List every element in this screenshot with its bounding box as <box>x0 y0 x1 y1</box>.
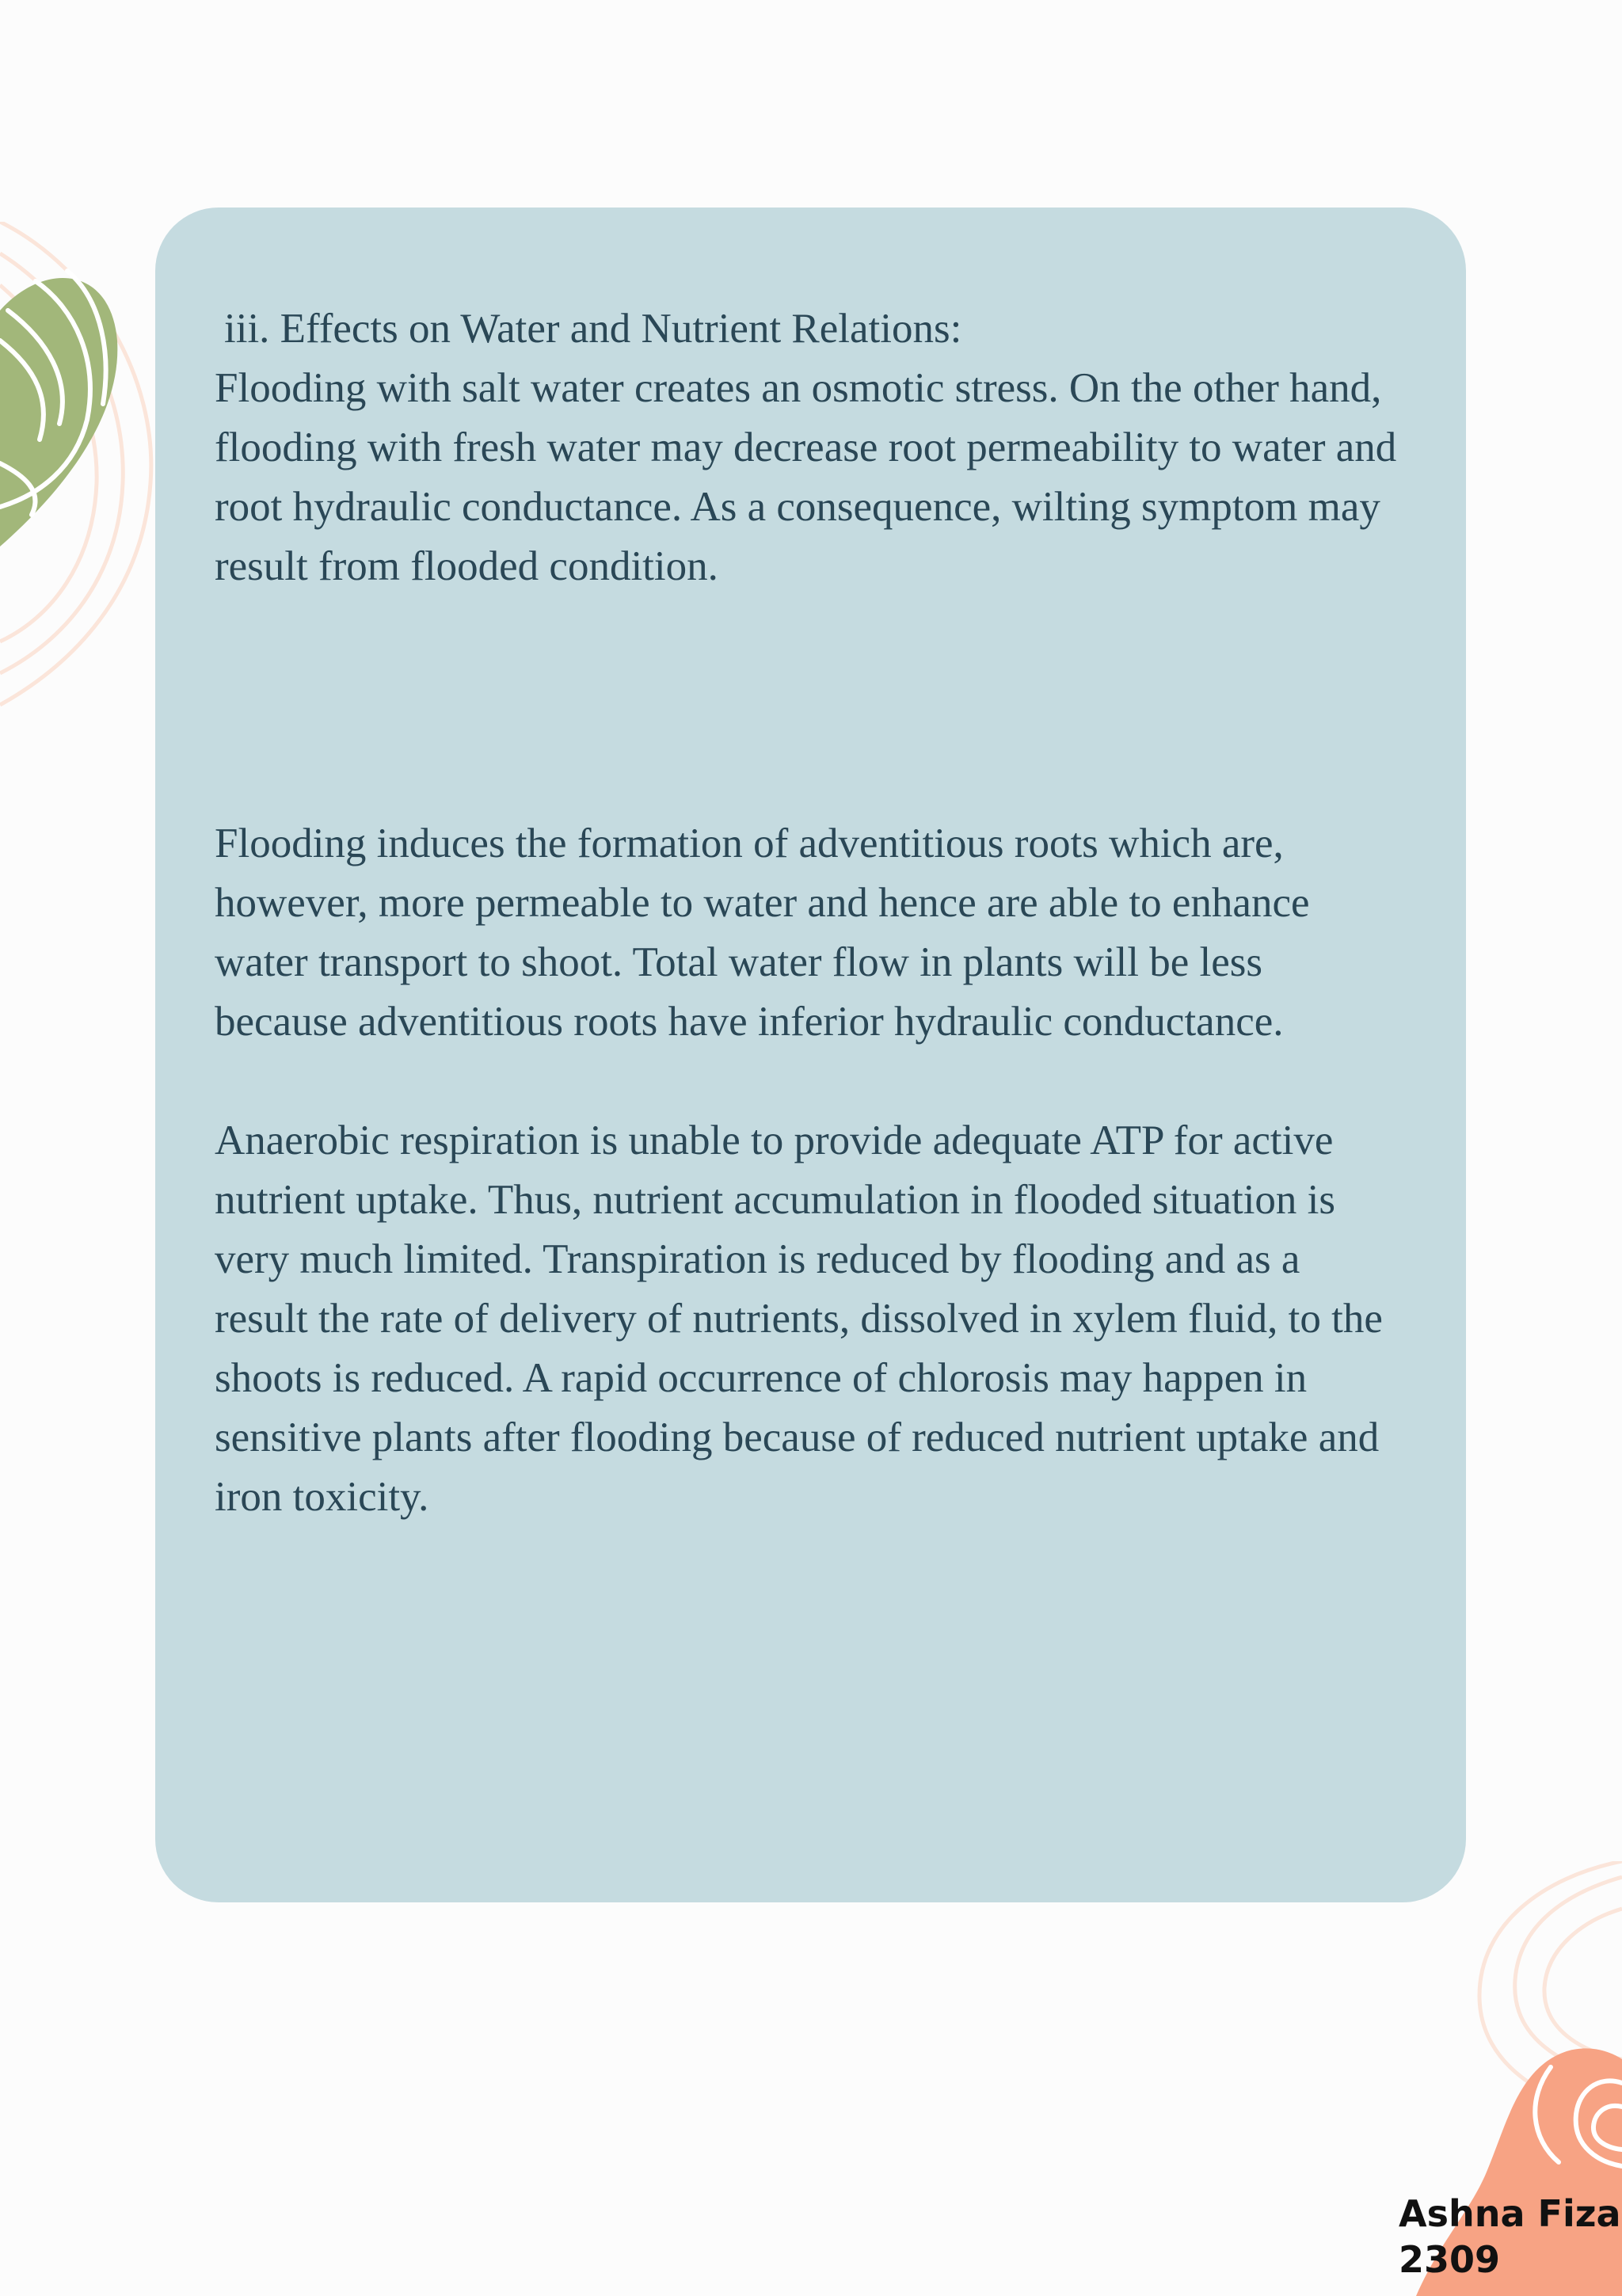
author-signature <box>1399 2191 1621 2283</box>
section-heading: iii. Effects on Water and Nutrient Relations: <box>224 306 962 352</box>
paragraph-osmotic-stress: Flooding with salt water creates an osmotic stress. On the other hand, flooding with fresh water may decrease root permeability to water and root hydraulic conductance. As a consequence, wilting symptom may result from flooded condition. <box>215 365 1397 589</box>
author-name: Ashna Fiza <box>1399 2192 1621 2235</box>
author-id: 2309 <box>1399 2238 1501 2281</box>
paragraph-nutrient-uptake: Anaerobic respiration is unable to provide adequate ATP for active nutrient uptake. Thus, nutrient accumulation in flooded situation is very much limited. Transpiration is reduced by flooding and as a result the rate of delivery of nutrients, dissolved in xylem fluid, to the shoots is reduced. A rapid occurrence of chlorosis may happen in sensitive plants after flooding because of reduced nutrient uptake and iron toxicity. <box>215 1118 1383 1520</box>
green-leaf-decoration <box>0 222 174 729</box>
content-card <box>155 208 1466 1902</box>
paragraph-adventitious-roots: Flooding induces the formation of adventitious roots which are, however, more permeable to water and hence are able to enhance water transport to shoot. Total water flow in plants will be less because adventitious roots have inferior hydraulic conductance. <box>215 821 1310 1045</box>
